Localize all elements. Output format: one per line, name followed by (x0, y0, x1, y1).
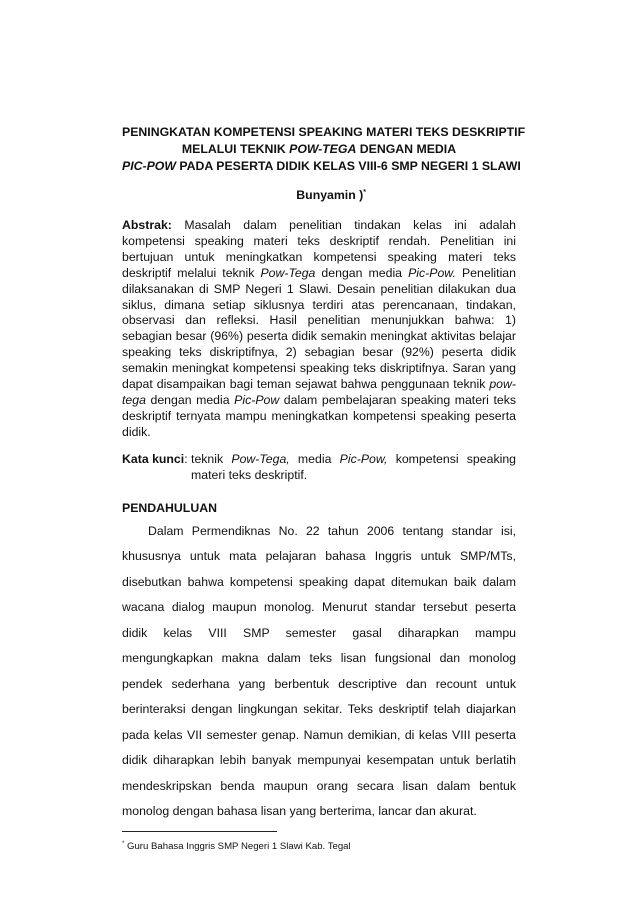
title-line-1: PENINGKATAN KOMPETENSI SPEAKING MATERI TEKS DESKRIPTIF (122, 125, 526, 139)
footnote-rule (122, 831, 277, 832)
title-line-3: PIC-POW PADA PESERTA DIDIK KELAS VIII-6 SMP NEGERI 1 SLAWI (122, 159, 521, 173)
footnote-mark: * (122, 840, 125, 847)
section-heading: PENDAHULUAN (122, 500, 217, 515)
footnote-text: Guru Bahasa Inggris SMP Negeri 1 Slawi Kab. Tegal (124, 840, 351, 852)
author-name: Bunyamin ) (296, 188, 364, 202)
footnote (122, 838, 516, 853)
author-footnote-mark: * (363, 188, 366, 196)
author (122, 188, 366, 202)
title-line-2: MELALUI TEKNIK POW-TEGA DENGAN MEDIA (181, 142, 457, 156)
body-paragraph: Dalam Permendiknas No. 22 tahun 2006 tentang standar isi, khususnya untuk mata pelajaran bahasa Inggris untuk SMP/MTs, disebutkan bahwa kompetensi speaking dapat ditemukan baik dalam wacana dialog maupun monolog. Menurut standar tersebut peserta didik kelas VIII SMP semester gasal diharapkan mampu mengungkapkan makna dalam teks lisan fungsional dan monolog pendek sederhana yang berbentuk descriptive dan recount untuk berinteraksi dengan lingkungan sekitar. Teks deskriptif telah diajarkan pada kelas VII semester genap. Namun demikian, di kelas VIII peserta didik diharapkan lebih banyak mempunyai kesempatan untuk berlatih mendeskripskan benda maupun orang secara lisan dalam bentuk monolog dengan bahasa lisan yang berterima, lancar dan akurat. (122, 523, 516, 819)
abstract: Abstrak: Masalah dalam penelitian tindakan kelas ini adalah kompetensi speaking materi teks deskriptif rendah. Penelitian ini bertujuan untuk meningkatkan kompetensi speaking materi teks deskriptif melalui teknik Pow-Tega dengan media Pic-Pow. Penelitian dilaksanakan di SMP Negeri 1 Slawi. Desain penelitian dilakukan dua siklus, dimana setiap siklusnya terdiri atas perencanaan, tindakan, observasi dan refleksi. Hasil penelitian menunjukkan bahwa: 1) sebagian besar (96%) peserta didik semakin meningkat aktivitas belajar speaking teks diskriptifnya, 2) sebagian besar (92%) peserta didik semakin meningkat kompetensi speaking teks diskriptifnya. Saran yang dapat disampaikan bagi teman sejawat bahwa penggunaan teknik pow-tega dengan media Pic-Pow dalam pembelajaran speaking materi teks deskriptif ternyata mampu meningkatkan kompetensi speaking peserta didik. (122, 218, 516, 439)
title-pow-tega: POW-TEGA (289, 142, 357, 156)
paper-page (122, 124, 526, 853)
keywords (122, 451, 516, 483)
title-pic-pow: PIC-POW (122, 159, 176, 173)
abstract-label: Abstrak: (122, 218, 172, 232)
keywords-text: teknik Pow-Tega, media Pic-Pow, kompetensi speaking materi teks deskriptif. (191, 451, 517, 482)
keywords-label: Kata kunci: (122, 451, 188, 466)
paper-title (122, 124, 526, 175)
